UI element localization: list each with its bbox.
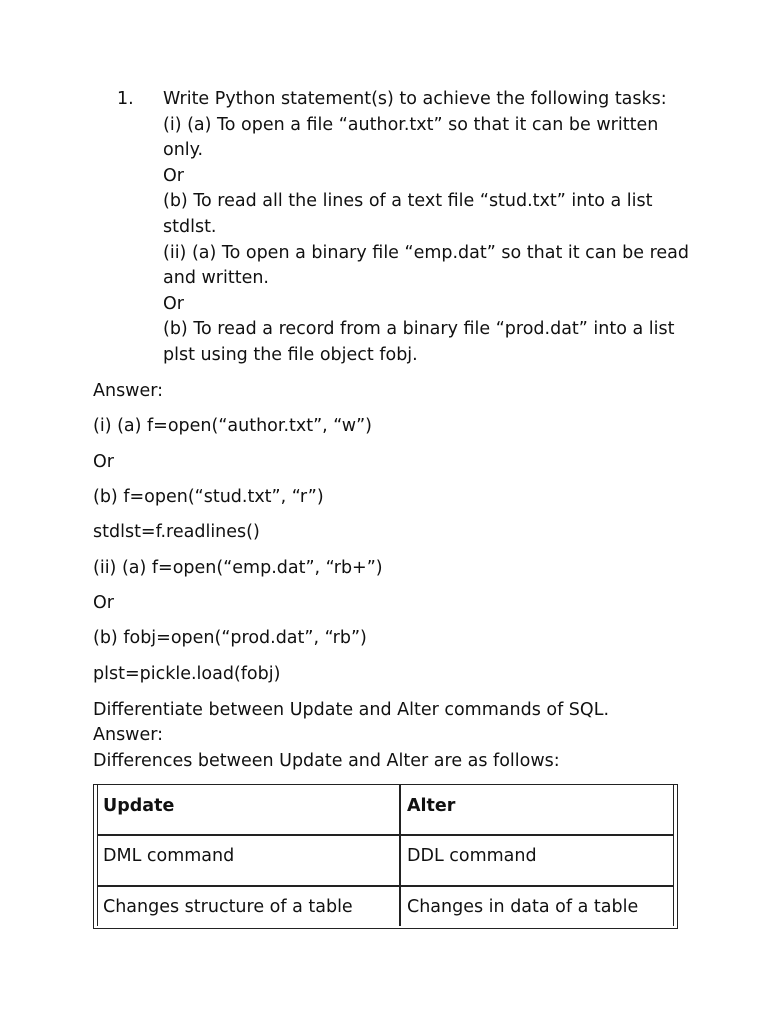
table-row-divider [97,885,674,887]
answer-line: (b) f=open(“stud.txt”, “r”) [93,487,324,507]
answer-line: (i) (a) f=open(“author.txt”, “w”) [93,416,372,436]
table-cell: DDL command [407,846,537,866]
table-cell: Changes in data of a table [407,897,639,917]
question-line: Or [163,293,184,314]
answer-label: Answer: [93,381,164,401]
table-row-divider [97,834,674,836]
question-line: plst using the file object fobj. [163,344,418,365]
table-cell: Changes structure of a table [103,897,353,917]
table-cell: DML command [103,846,235,866]
question-text [163,87,693,369]
question-line: Or [163,165,184,186]
table-header-cell: Alter [407,796,456,816]
answer-line: Or [93,593,114,613]
question-line: only. [163,140,204,161]
question2-text: Differentiate between Update and Alter commands of SQL. [93,700,610,720]
answer-label: Answer: [93,725,164,745]
table-header-cell: Update [103,796,175,816]
question-line: Write Python statement(s) to achieve the following tasks: [163,89,667,109]
comparison-table [93,784,678,929]
question-number: 1. [117,89,134,109]
question-line: (b) To read a record from a binary file “prod.dat” into a list [163,319,675,340]
question-line: (ii) (a) To open a binary file “emp.dat” so that it can be read [163,242,689,263]
question-line: (i) (a) To open a file “author.txt” so that it can be written [163,114,659,135]
question-line: and written. [163,268,269,289]
answer-line: Or [93,452,114,472]
question-line: (b) To read all the lines of a text file “stud.txt” into a list [163,191,653,212]
answer-line: (ii) (a) f=open(“emp.dat”, “rb+”) [93,558,383,578]
answer-line: stdlst=f.readlines() [93,522,260,542]
answer-line: plst=pickle.load(fobj) [93,664,281,684]
answer-line: (b) fobj=open(“prod.dat”, “rb”) [93,628,367,648]
question-line: stdlst. [163,216,217,237]
question2-intro: Differences between Update and Alter are as follows: [93,751,560,771]
